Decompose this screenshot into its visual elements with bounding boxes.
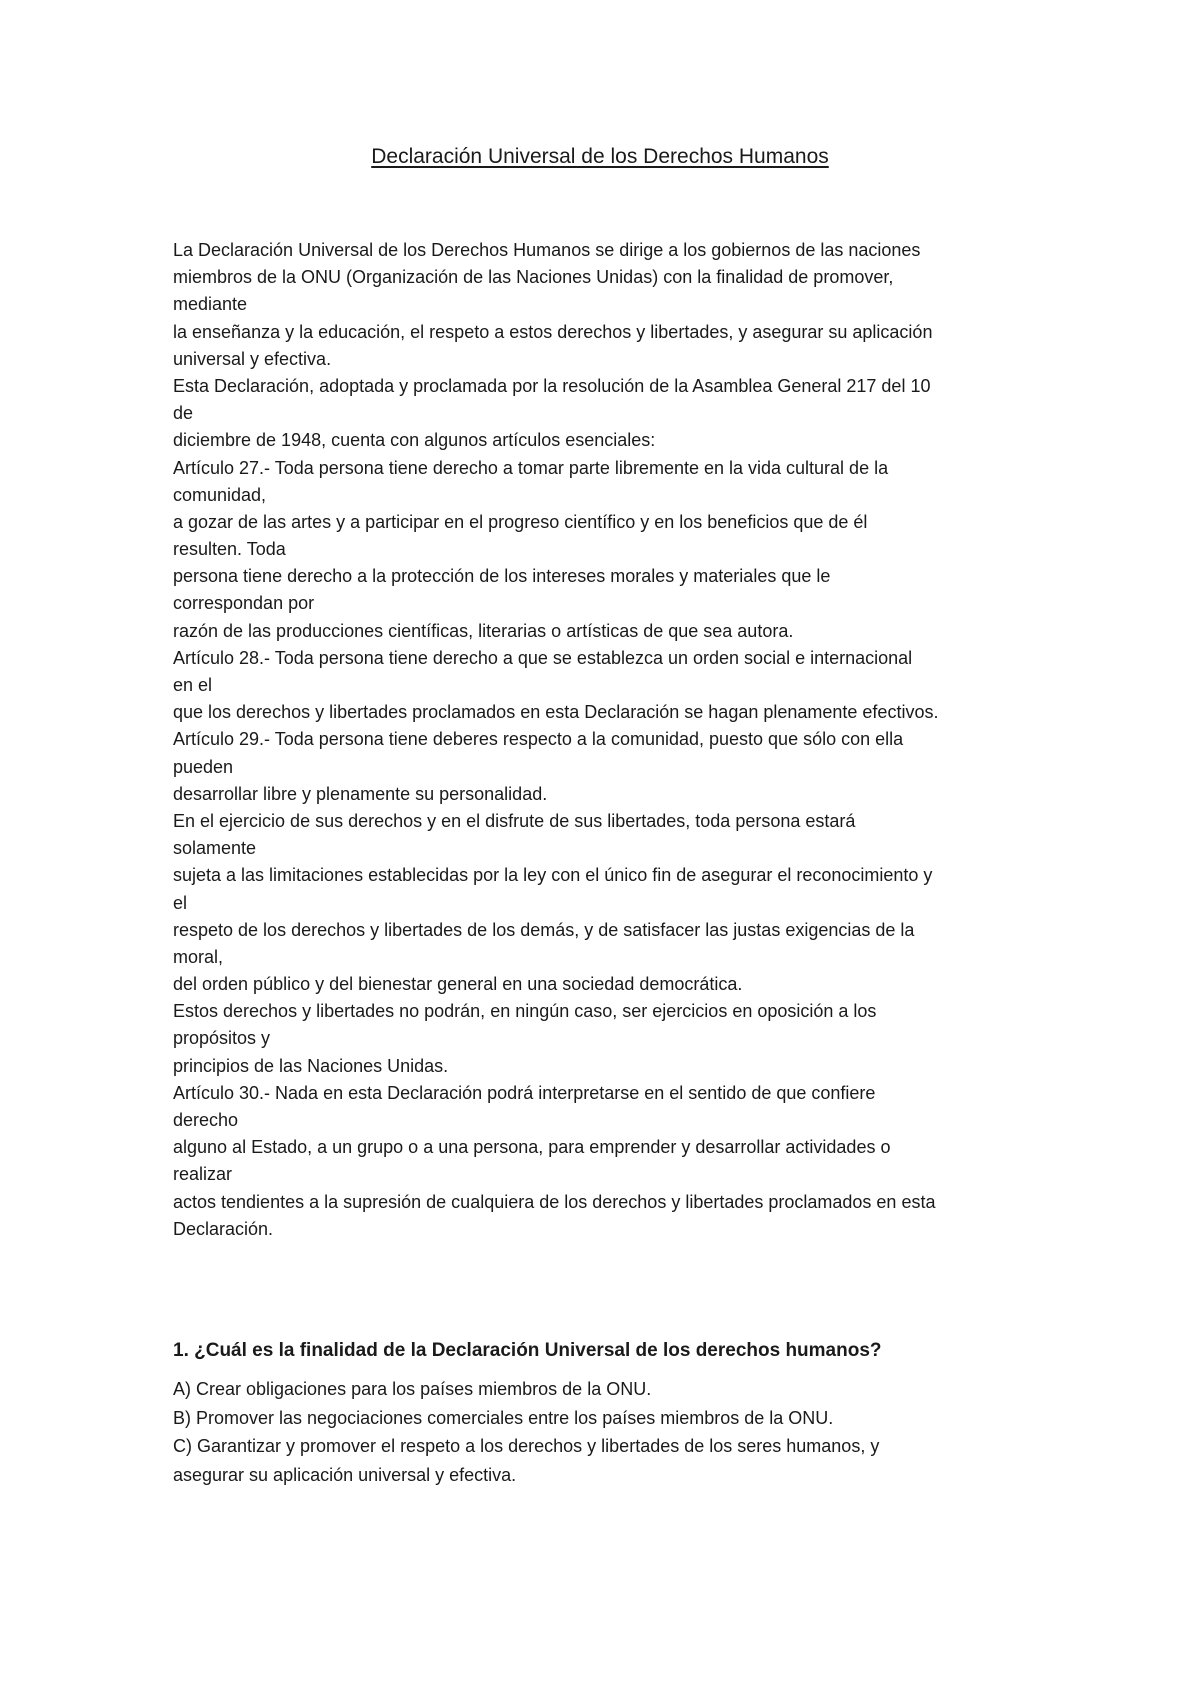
body-line: Estos derechos y libertades no podrán, en ningún caso, ser ejercicios en oposición a los: [173, 1001, 877, 1022]
body-line: la enseñanza y la educación, el respeto a estos derechos y libertades, y asegurar su aplicación: [173, 321, 933, 342]
body-line: Artículo 28.- Toda persona tiene derecho a que se establezca un orden social e internacional: [173, 647, 913, 668]
body-line: La Declaración Universal de los Derechos Humanos se dirige a los gobiernos de las naciones: [173, 240, 921, 260]
answer-option-c-continued: asegurar su aplicación universal y efectiva.: [173, 1464, 517, 1485]
body-line: del orden público y del bienestar general en una sociedad democrática.: [173, 974, 743, 995]
body-line: Esta Declaración, adoptada y proclamada por la resolución de la Asamblea General 217 del 10: [173, 375, 931, 396]
answer-option-a: A) Crear obligaciones para los países miembros de la ONU.: [173, 1379, 652, 1399]
page-title: Declaración Universal de los Derechos Humanos: [371, 145, 829, 168]
answer-options: [173, 1375, 1053, 1489]
body-line: Artículo 29.- Toda persona tiene deberes respecto a la comunidad, puesto que sólo con ella: [173, 729, 904, 750]
body-line: En el ejercicio de sus derechos y en el disfrute de sus libertades, toda persona estará: [173, 810, 856, 831]
body-line: mediante: [173, 294, 248, 315]
body-line: pueden: [173, 756, 234, 777]
body-line: razón de las producciones científicas, literarias o artísticas de que sea autora.: [173, 620, 794, 641]
body-line: en el: [173, 675, 213, 695]
answer-option-b: B) Promover las negociaciones comerciales entre los países miembros de la ONU.: [173, 1407, 834, 1428]
body-line: universal y efectiva.: [173, 348, 332, 369]
question-heading: 1. ¿Cuál es la finalidad de la Declaración Universal de los derechos humanos?: [173, 1340, 882, 1361]
body-line: respeto de los derechos y libertades de los demás, y de satisfacer las justas exigencias de la: [173, 919, 915, 940]
body-line: persona tiene derecho a la protección de los intereses morales y materiales que le: [173, 566, 831, 587]
body-line: el: [173, 892, 188, 913]
body-line: moral,: [173, 946, 224, 967]
body-line: alguno al Estado, a un grupo o a una persona, para emprender y desarrollar actividades o: [173, 1137, 891, 1158]
body-line: miembros de la ONU (Organización de las Naciones Unidas) con la finalidad de promover,: [173, 267, 894, 288]
body-line: comunidad,: [173, 484, 267, 505]
body-line: actos tendientes a la supresión de cualquiera de los derechos y libertades proclamados en esta: [173, 1191, 936, 1212]
body-line: principios de las Naciones Unidas.: [173, 1055, 449, 1076]
body-line: Artículo 30.- Nada en esta Declaración podrá interpretarse en el sentido de que confiere: [173, 1082, 876, 1103]
body-line: que los derechos y libertades proclamados en esta Declaración se hagan plenamente efectivos.: [173, 702, 939, 723]
body-text: [173, 237, 1053, 1243]
body-line: resulten. Toda: [173, 539, 286, 560]
question-block: [173, 1338, 1053, 1489]
body-line: de: [173, 403, 194, 424]
body-line: diciembre de 1948, cuenta con algunos artículos esenciales:: [173, 430, 656, 451]
body-line: desarrollar libre y plenamente su personalidad.: [173, 783, 548, 804]
body-line: derecho: [173, 1110, 239, 1130]
body-line: Declaración.: [173, 1218, 274, 1239]
body-line: solamente: [173, 838, 257, 859]
body-line: realizar: [173, 1164, 233, 1185]
body-line: a gozar de las artes y a participar en el progreso científico y en los beneficios que de él: [173, 511, 868, 532]
body-line: Artículo 27.- Toda persona tiene derecho a tomar parte libremente en la vida cultural de la: [173, 457, 889, 478]
body-line: propósitos y: [173, 1028, 271, 1049]
body-line: sujeta a las limitaciones establecidas por la ley con el único fin de asegurar el reconocimiento y: [173, 865, 933, 886]
answer-option-c: C) Garantizar y promover el respeto a los derechos y libertades de los seres humanos, y: [173, 1436, 880, 1456]
body-line: correspondan por: [173, 593, 315, 614]
